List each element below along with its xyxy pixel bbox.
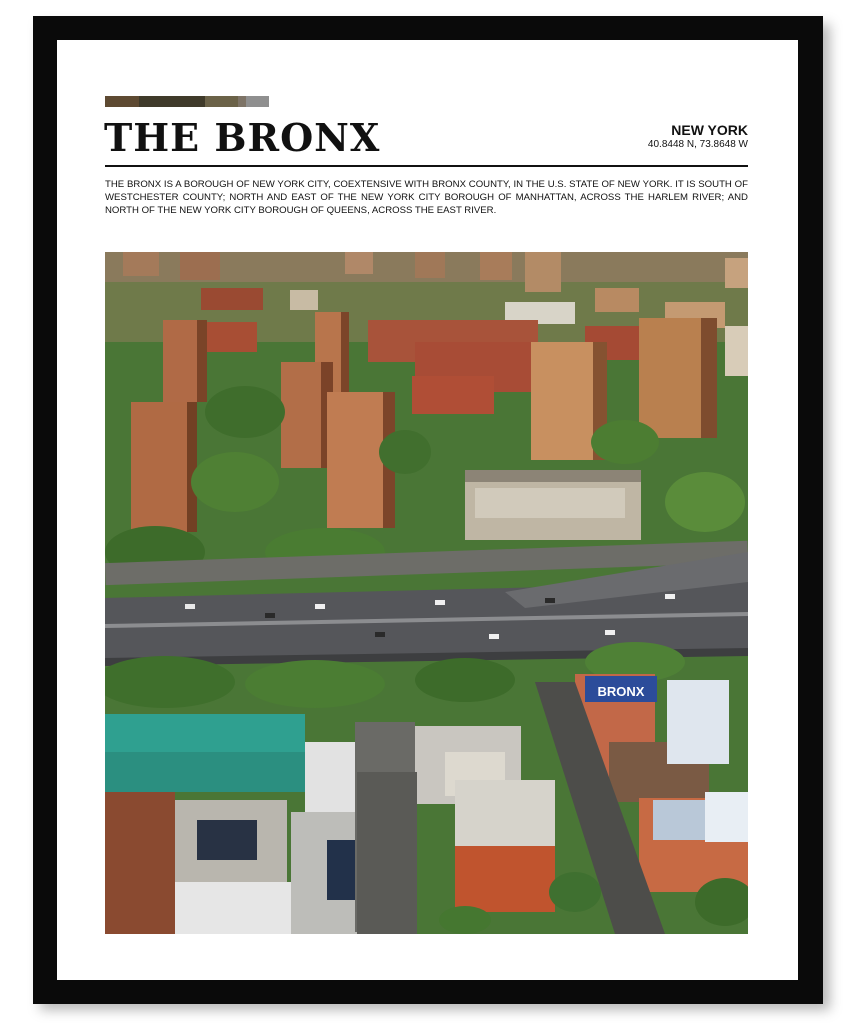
aerial-photo-illustration <box>105 252 748 934</box>
palette-swatch <box>238 96 246 107</box>
aerial-photo <box>105 252 748 934</box>
location-block <box>648 122 748 152</box>
poster-description: THE BRONX IS A BOROUGH OF NEW YORK CITY, COEXTENSIVE WITH BRONX COUNTY, IN THE U.S. STATE OF NEW YORK. IT IS SOUTH OF WESTCHESTER COUNTY; NORTH AND EAST OF THE NEW YORK CITY BOROUGH OF MANHATTAN, ACROSS THE HARLEM RIVER; AND NORTH OF THE NEW YORK CITY BOROUGH OF QUEENS, ACROSS THE EAST RIVER. <box>105 179 748 216</box>
palette-swatch <box>246 96 269 107</box>
palette-swatch <box>139 96 205 107</box>
palette-swatch <box>205 96 238 107</box>
city-label: NEW YORK <box>671 122 748 138</box>
palette-swatch <box>105 96 139 107</box>
color-palette <box>105 96 269 107</box>
bronx-sign: BRONX <box>597 684 645 699</box>
divider-rule <box>105 165 748 167</box>
poster-title: THE BRONX <box>104 115 381 160</box>
coordinates-label: 40.8448 N, 73.8648 W <box>647 139 748 150</box>
